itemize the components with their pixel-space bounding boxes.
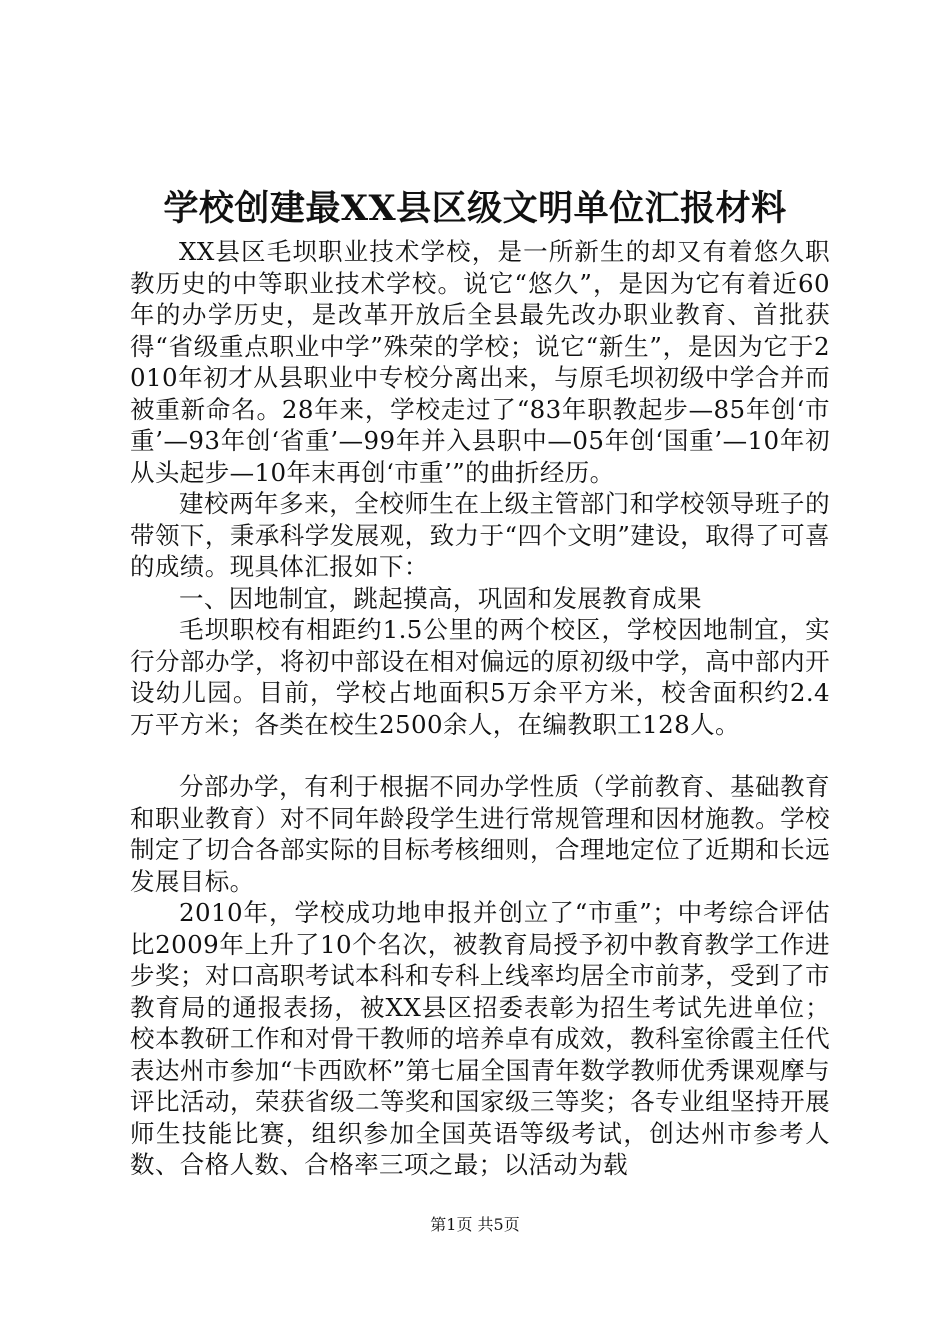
paragraph-intro-report: 建校两年多来，全校师生在上级主管部门和学校领导班子的带领下，秉承科学发展观，致力于“四个文明”建设，取得了可喜的成绩。现具体汇报如下：	[130, 489, 830, 581]
paragraph-school-history: XX县区毛坝职业技术学校，是一所新生的却又有着悠久职教历史的中等职业技术学校。说它“悠久”，是因为它有着近60年的办学历史，是改革开放后全县最先改办职业教育、首批获得“省级重点职业中学”殊荣的学校；说它“新生”，是因为它于2010年初才从县职业中专校分离出来，与原毛坝初级中学合并而被重新命名。28年来，学校走过了“83年职教起步—85年创‘市重’—93年创‘省重’—99年并入县职中—05年创‘国重’—10年初从头起步—10年末再创‘市重’”的曲折经历。	[130, 237, 830, 487]
paragraph-divisional-management: 分部办学，有利于根据不同办学性质（学前教育、基础教育和职业教育）对不同年龄段学生进行常规管理和因材施教。学校制定了切合各部实际的目标考核细则，合理地定位了近期和长远发展目标。	[130, 772, 830, 896]
page-number-footer: 第1页 共5页	[430, 1215, 520, 1234]
section-heading-1: 一、因地制宜，跳起摸高，巩固和发展教育成果	[179, 583, 702, 613]
document-body	[130, 236, 830, 1181]
document-title: 学校创建最XX县区级文明单位汇报材料	[163, 188, 787, 229]
paragraph-campus-overview: 毛坝职校有相距约1.5公里的两个校区，学校因地制宜，实行分部办学，将初中部设在相对偏远的原初级中学，高中部内开设幼儿园。目前，学校占地面积5万余平方米，校舍面积约2.4万平方米；各类在校生2500余人，在编教职工128人。	[130, 615, 830, 739]
paragraph-achievements-2010: 2010年，学校成功地申报并创立了“市重”；中考综合评估比2009年上升了10个名次，被教育局授予初中教育教学工作进步奖；对口高职考试本科和专科上线率均居全市前茅，受到了市教育局的通报表扬，被XX县区招委表彰为招生考试先进单位；校本教研工作和对骨干教师的培养卓有成效，教科室徐霞主任代表达州市参加“卡西欧杯”第七届全国青年数学教师优秀课观摩与评比活动，荣获省级二等奖和国家级三等奖；各专业组坚持开展师生技能比赛，组织参加全国英语等级考试，创达州市参考人数、合格人数、合格率三项之最；以活动为载	[130, 898, 830, 1179]
